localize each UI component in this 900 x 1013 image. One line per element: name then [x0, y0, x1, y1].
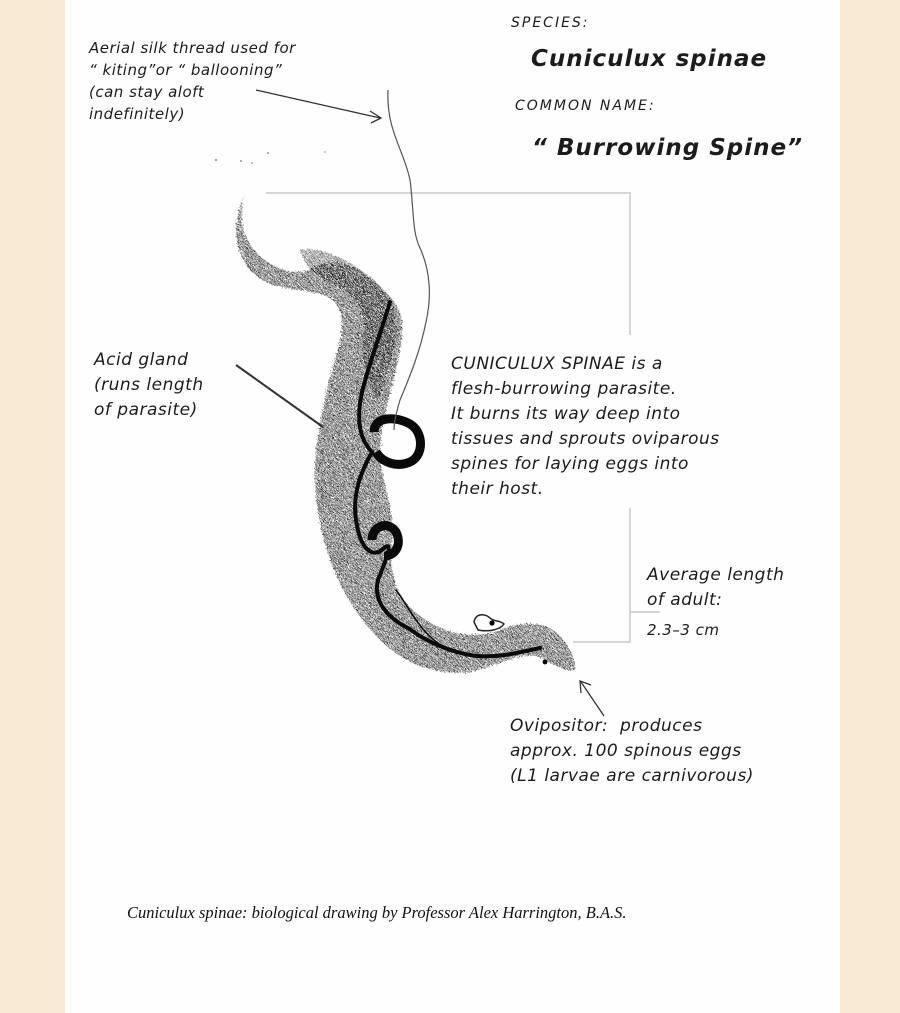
figure-caption: Cuniculux spinae: biological drawing by Professor Alex Harrington, B.A.S.: [127, 903, 627, 922]
ovipositor-arrow-icon: [580, 681, 604, 716]
ovipositor-line: Ovipositor: produces: [510, 716, 703, 736]
note-line: (runs length: [94, 375, 204, 395]
specks: [215, 151, 326, 163]
description-line: It burns its way deep into: [451, 404, 681, 424]
species-label: SPECIES:: [511, 15, 590, 31]
note-line: “ kiting”or “ ballooning”: [89, 61, 283, 79]
length-line: of adult:: [647, 590, 723, 610]
description-line: spines for laying eggs into: [451, 454, 689, 474]
ovipositor-note: [510, 714, 754, 789]
length-note: [647, 563, 784, 613]
note-line: (can stay aloft: [89, 83, 205, 101]
description-line: their host.: [451, 479, 544, 499]
ovipositor-line: approx. 100 spinous eggs: [510, 741, 742, 761]
note-line: Acid gland: [94, 350, 189, 370]
silk-thread: [388, 90, 430, 430]
ovipositor-line: (L1 larvae are carnivorous): [510, 766, 754, 786]
note-line: indefinitely): [89, 105, 186, 123]
acid-gland-pointer: [236, 365, 323, 427]
note-line: Aerial silk thread used for: [89, 39, 296, 57]
note-line: of parasite): [94, 400, 198, 420]
species-name: Cuniculux spinae: [531, 46, 768, 72]
description-line: tissues and sprouts oviparous: [451, 429, 720, 449]
description-line: flesh-burrowing parasite.: [451, 379, 677, 399]
length-value: 2.3–3 cm: [647, 621, 720, 639]
common-name: “ Burrowing Spine”: [532, 135, 803, 161]
length-line: Average length: [647, 565, 785, 585]
description-line: CUNICULUX SPINAE is a: [451, 354, 663, 374]
aerial-silk-note: [89, 37, 296, 125]
acid-gland-note: [94, 348, 204, 423]
description-note: [451, 352, 720, 502]
common-name-label: COMMON NAME:: [515, 98, 656, 114]
